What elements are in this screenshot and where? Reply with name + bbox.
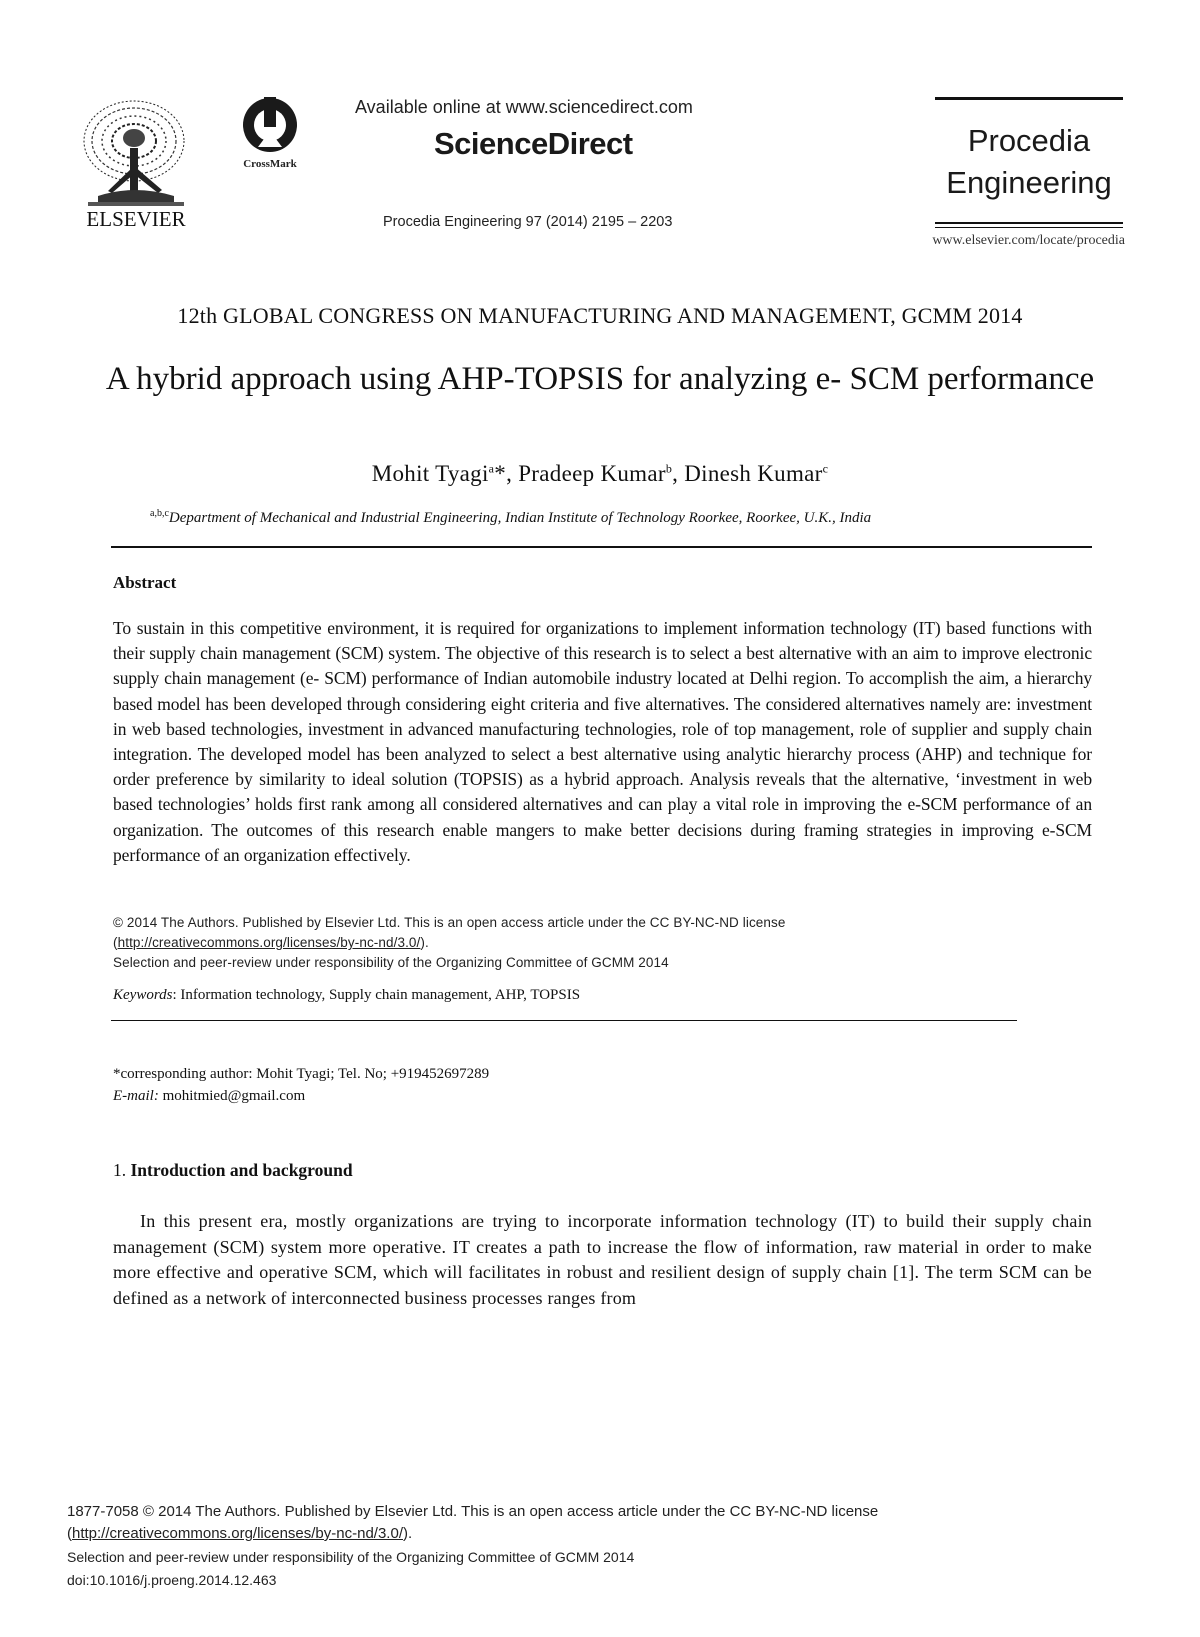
corresponding-author: *corresponding author: Mohit Tyagi; Tel. No; +919452697289	[113, 1066, 490, 1082]
header-divider	[111, 546, 1092, 548]
section-number: 1.	[113, 1160, 127, 1180]
author-affil-mark: a	[488, 461, 495, 476]
license-link-line: (http://creativecommons.org/licenses/by-nc-nd/3.0/).	[113, 935, 429, 950]
abstract-heading: Abstract	[113, 573, 177, 592]
journal-box-rule-thin	[935, 227, 1123, 228]
journal-url-link[interactable]: www.elsevier.com/locate/procedia	[932, 233, 1125, 248]
author-name: Pradeep Kumar	[518, 461, 666, 486]
crossmark-badge[interactable]	[238, 95, 310, 170]
affiliation-marks: a,b,c	[150, 508, 169, 519]
section-heading	[113, 1160, 353, 1181]
svg-text:ELSEVIER: ELSEVIER	[86, 207, 186, 231]
footer-doi[interactable]: doi:10.1016/j.proeng.2014.12.463	[67, 1572, 277, 1588]
affiliation-text: Department of Mechanical and Industrial Engineering, Indian Institute of Technology Roorkee, Roorkee, U.K., India	[168, 510, 872, 526]
available-online-text: Available online at www.sciencedirect.com	[355, 97, 693, 117]
abstract-body: To sustain in this competitive environment, it is required for organizations to implement information technology (IT) based functions with their supply chain management (SCM) system. The objective of this research is to select a best alternative with an aim to improve electronic supply chain management (e- SCM) performance of Indian automobile industry located at Delhi region. To accomplish the aim, a hierarchy based model has been developed through considering eight criteria and five alternatives. The considered alternatives namely are: investment in web based technologies, investment in advanced manufacturing technologies, role of top management, role of supplier and supply chain integration. The developed model has been analyzed to select a best alternative using analytic hierarchy process (AHP) and technique for order preference by similarity to ideal solution (TOPSIS) as a hybrid approach. Analysis reveals that the alternative, ‘investment in web based technologies’ holds first rank among all considered alternatives and can play a vital role in improving the e-SCM performance of an organization. The outcomes of this research enable mangers to make better decisions during framing strategies in improving e-SCM performance of an organization effectively.	[113, 618, 1092, 865]
keywords-text: : Information technology, Supply chain management, AHP, TOPSIS	[172, 987, 581, 1003]
journal-box-rule	[935, 222, 1123, 224]
journal-box-top-rule	[935, 97, 1123, 100]
license-line: © 2014 The Authors. Published by Elsevier Ltd. This is an open access article under the CC BY-NC-ND license	[113, 915, 786, 930]
author-name: Dinesh Kumar	[684, 461, 823, 486]
svg-text:CrossMark: CrossMark	[243, 158, 297, 170]
affiliation	[150, 508, 871, 527]
author-name: Mohit Tyagi	[371, 461, 489, 486]
section-title: Introduction and background	[130, 1160, 353, 1180]
journal-name: Procedia Engineering	[946, 123, 1112, 200]
email-address[interactable]: mohitmied@gmail.com	[158, 1088, 306, 1104]
footer-license-link[interactable]: http://creativecommons.org/licenses/by-nc-nd/3.0/	[72, 1525, 403, 1542]
footer-license-link-line: (http://creativecommons.org/licenses/by-nc-nd/3.0/).	[67, 1525, 413, 1542]
author-affil-mark: b	[665, 461, 673, 476]
elsevier-logo	[78, 96, 194, 231]
corresponding-mark: *	[494, 461, 507, 486]
author-list: Mohit Tyagi$^a$*, Pradeep Kumar$^b$, Dinesh Kumar$^c$	[371, 461, 829, 486]
email-line	[113, 1088, 305, 1105]
license-link[interactable]: http://creativecommons.org/licenses/by-nc-nd/3.0/	[117, 935, 421, 950]
paper-title: A hybrid approach using AHP-TOPSIS for analyzing e- SCM performance	[105, 361, 1095, 397]
author-affil-mark: c	[822, 461, 829, 476]
keywords	[113, 987, 580, 1004]
peer-review-line: Selection and peer-review under responsibility of the Organizing Committee of GCMM 2014	[113, 955, 669, 970]
journal-citation: Procedia Engineering 97 (2014) 2195 – 2203	[383, 214, 673, 230]
sciencedirect-logo: ScienceDirect	[434, 126, 633, 161]
introduction-body: In this present era, mostly organizations are trying to incorporate information technology (IT) to build their supply chain management (SCM) system more operative. IT creates a path to increase the flow of information, raw material in order to make more effective and operative SCM, which will facilitates in robust and resilient design of supply chain [1]. The term SCM can be defined as a network of interconnected business processes ranges from	[113, 1211, 1092, 1308]
congress-heading: 12th GLOBAL CONGRESS ON MANUFACTURING AND MANAGEMENT, GCMM 2014	[177, 303, 1023, 328]
keywords-label: Keywords	[113, 987, 173, 1003]
abstract-divider	[111, 1020, 1017, 1021]
footer-peer-review: Selection and peer-review under responsibility of the Organizing Committee of GCMM 2014	[67, 1549, 635, 1565]
footer-issn-line: 1877-7058 © 2014 The Authors. Published by Elsevier Ltd. This is an open access article under the CC BY-NC-ND license	[67, 1503, 879, 1520]
email-label: E-mail:	[113, 1088, 159, 1104]
crossmark-icon	[238, 95, 310, 170]
